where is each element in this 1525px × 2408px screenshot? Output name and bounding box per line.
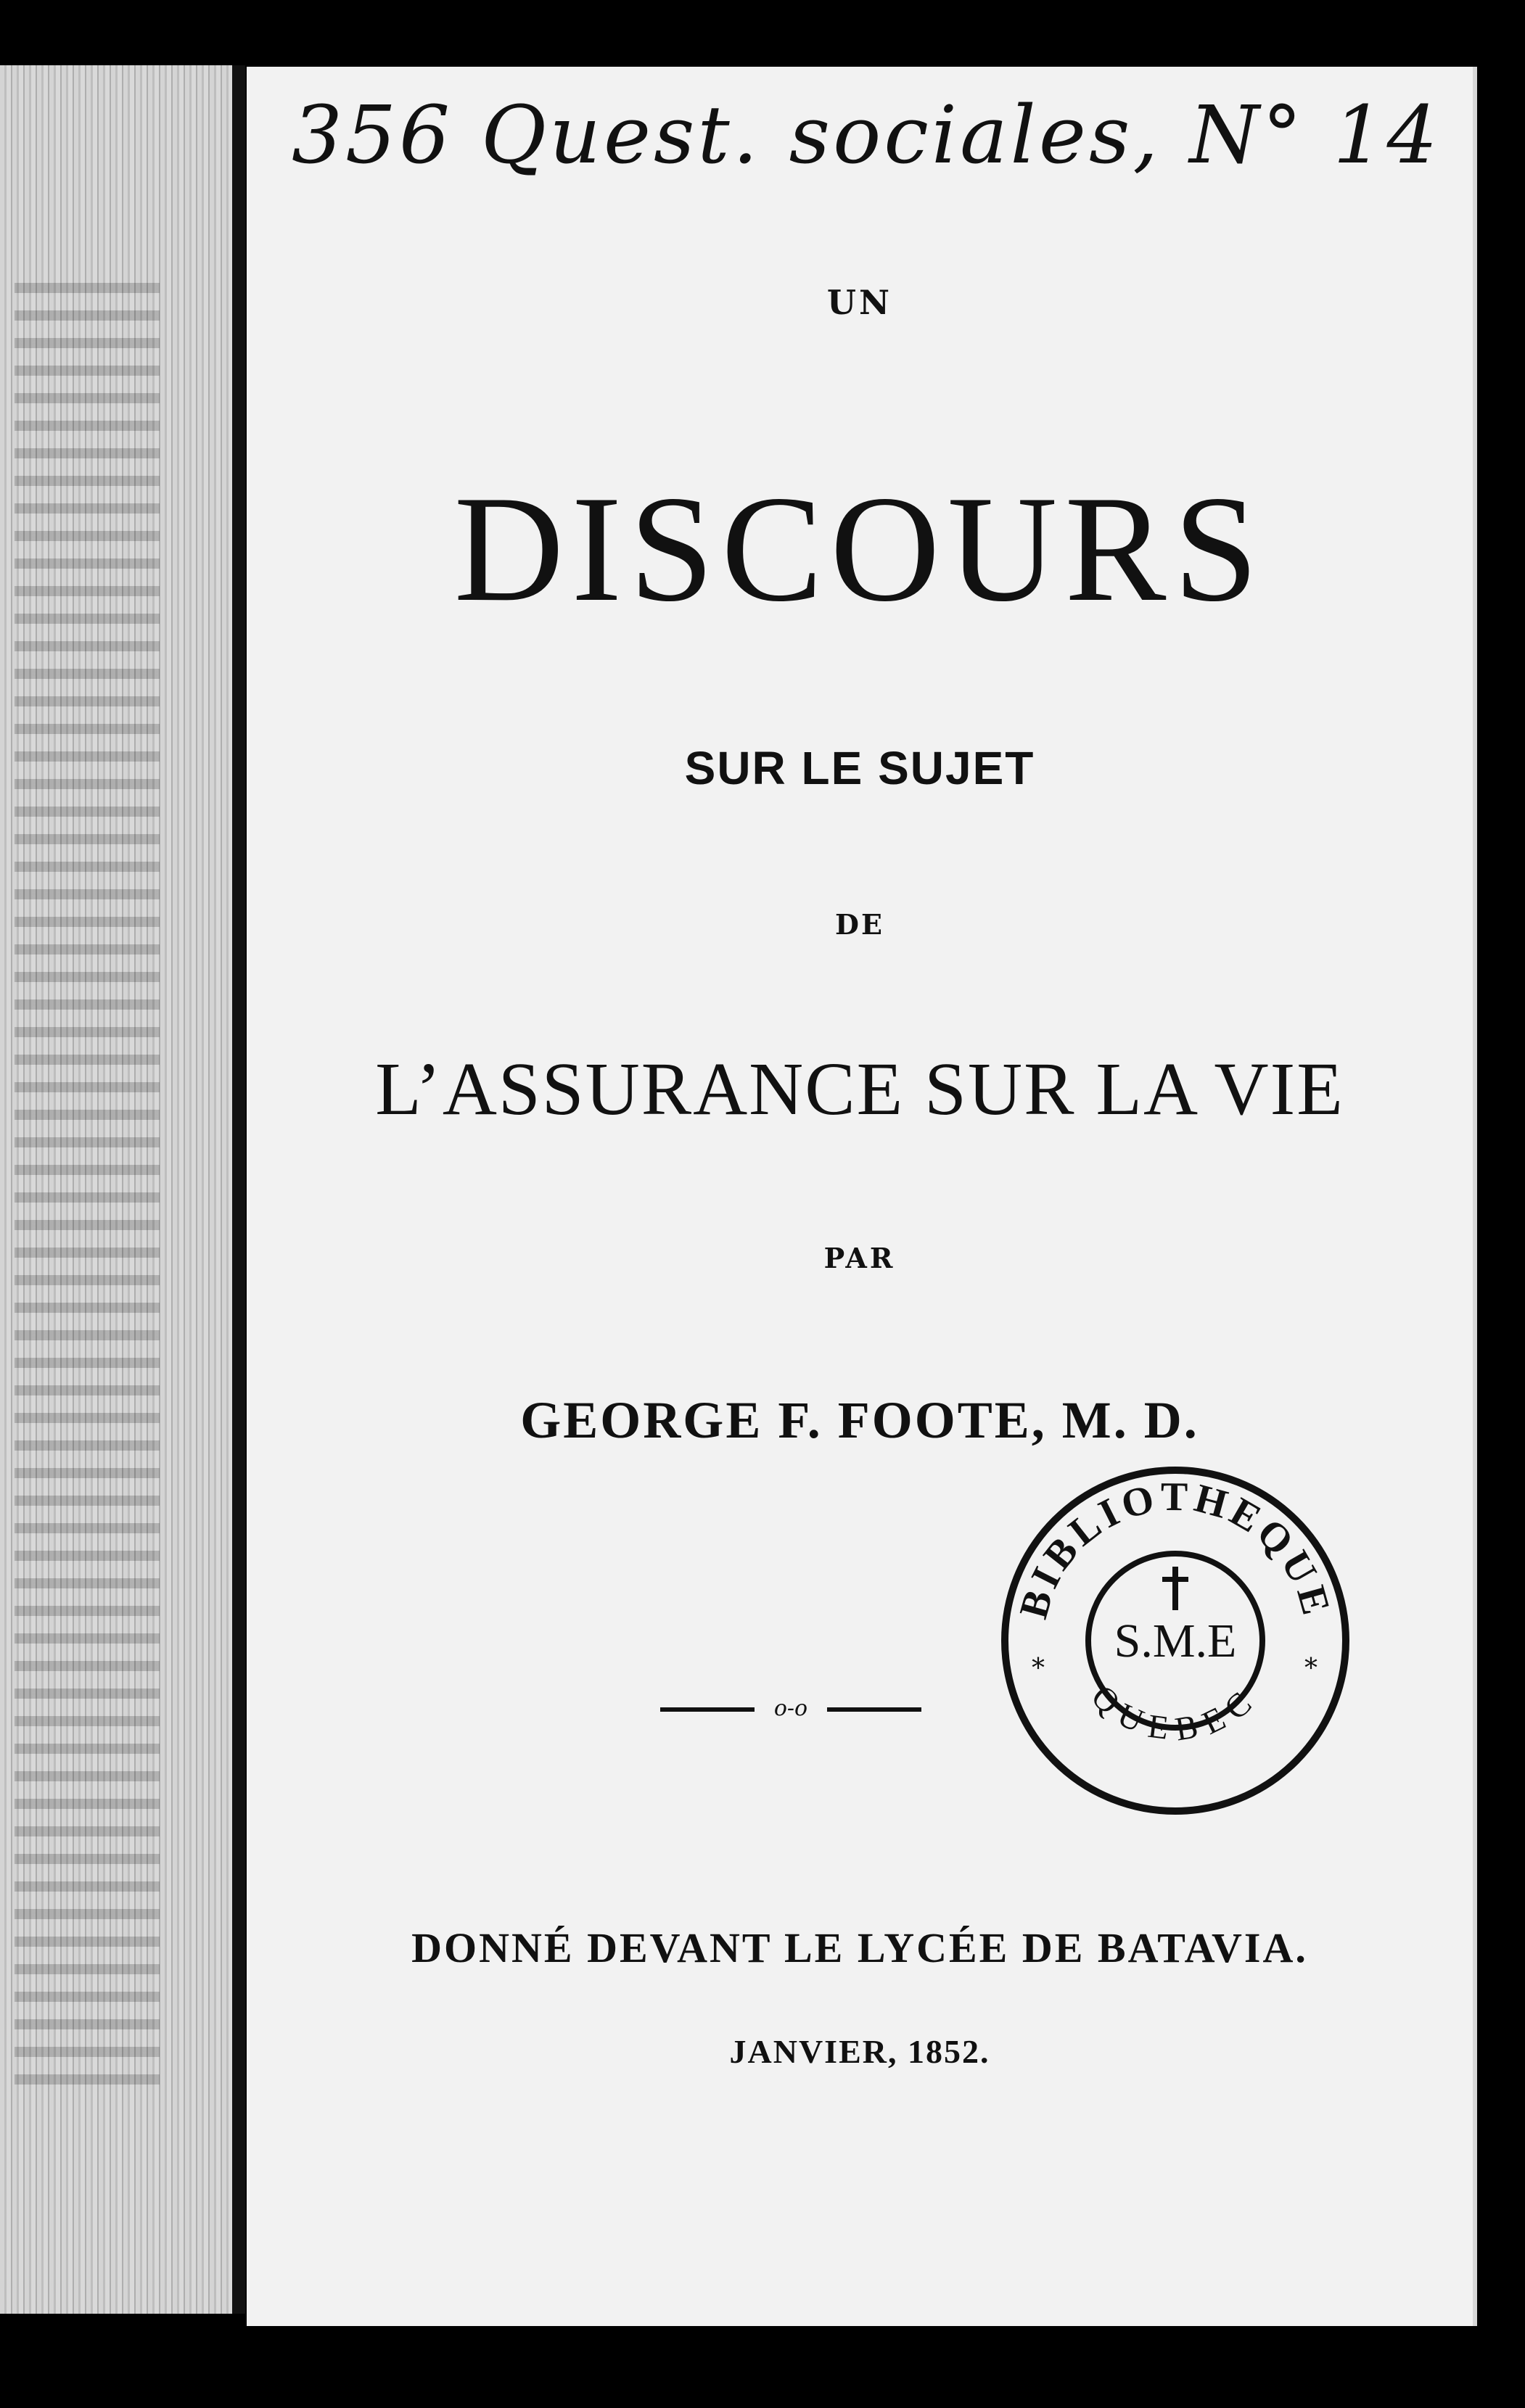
book-spine-binding	[0, 65, 243, 2314]
imprint-date: JANVIER, 1852.	[729, 2033, 990, 2070]
library-stamp	[994, 1459, 1357, 1822]
stamp-star-right-icon: *	[1304, 1654, 1318, 1683]
title-discours: DISCOURS	[453, 465, 1266, 633]
imprint-given-before: DONNÉ DEVANT LE LYCÉE DE BATAVIA.	[411, 1924, 1308, 1971]
page-edge-shadow	[232, 65, 245, 2314]
divider-label: o-o	[773, 1696, 808, 1721]
stamp-center-text: S.M.E	[1114, 1615, 1237, 1667]
title-page	[247, 67, 1477, 2326]
handwritten-catalog-note: 356 Quest. sociales, N° 14	[292, 88, 1441, 181]
byline-par: PAR	[823, 1242, 896, 1274]
stamp-bottom-text: QUEBEC	[1084, 1678, 1266, 1748]
title-sur-le-sujet: SUR LE SUJET	[684, 742, 1035, 794]
stamp-top-text: BIBLIOTHEQUE	[1011, 1474, 1340, 1624]
title-assurance-sur-la-vie: L’ASSURANCE SUR LA VIE	[375, 1047, 1344, 1131]
title-line-de: DE	[835, 908, 884, 941]
title-line-un: UN	[826, 283, 893, 322]
ornamental-divider	[660, 1695, 921, 1724]
byline-author: GEORGE F. FOOTE, M. D.	[520, 1391, 1199, 1449]
cross-icon	[1162, 1567, 1188, 1610]
stamp-star-left-icon: *	[1032, 1654, 1045, 1683]
